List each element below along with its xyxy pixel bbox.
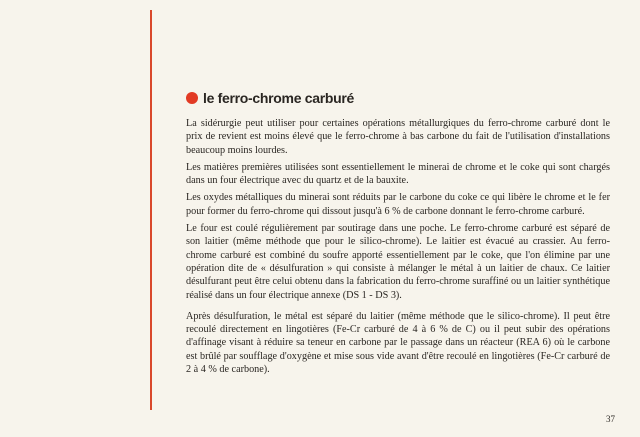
paragraph-2: Les matières premières utilisées sont essentiellement le minerai de chrome et le coke qui sont chargés dans un four électrique avec du quartz et de la bauxite.	[186, 161, 610, 187]
paragraph-4: Le four est coulé régulièrement par soutirage dans une poche. Le ferro-chrome carburé est séparé de son laitier (même méthode que pour le silico-chrome). Le laitier est évacué au crassier. Au ferro-chrome carburé est combiné du soufre apporté essentiellement par le coke, que l'on élimine par une opération dite de « désulfuration » qui consiste à mélanger le métal à un laitier de chaux. Ce laitier désulfurant peut être celui obtenu dans la fabrication du ferro-chrome suraffiné ou un laitier synthétique réalisé dans un four électrique annexe (DS 1 - DS 3).	[186, 223, 610, 301]
margin-rule	[150, 10, 152, 410]
body-text	[186, 117, 610, 380]
page-number: 37	[606, 414, 615, 424]
paragraph-1: La sidérurgie peut utiliser pour certaines opérations métallurgiques du ferro-chrome carburé dont le prix de revient est moins élevé que le ferro-chrome à bas carbone du fait de l'utilisation d'installations beaucoup moins lourdes.	[186, 118, 610, 156]
section-heading	[186, 90, 354, 106]
paragraph-3: Les oxydes métalliques du minerai sont réduits par le carbone du coke ce qui libère le chrome et le fer pour former du ferro-chrome qui dissout jusqu'à 6 % de carbone donnant le ferro-chrome carburé.	[186, 192, 610, 217]
section-title: le ferro-chrome carburé	[203, 90, 355, 106]
bullet-dot-icon	[186, 92, 198, 104]
paragraph-5: Après désulfuration, le métal est séparé du laitier (même méthode que le silico-chrome). Il peut être recoulé directement en lingotières (Fe-Cr carburé de 4 à 6 % de C) ou il peut subir des opérations d'affinage visant à réduire sa teneur en carbone par le passage dans un réacteur (REA 6) où le carbone est brûlé par soufflage d'oxygène et mise sous vide avant d'être recoulé en lingotières (Fe-Cr carburé de 2 à 4 % de carbone).	[186, 310, 610, 376]
